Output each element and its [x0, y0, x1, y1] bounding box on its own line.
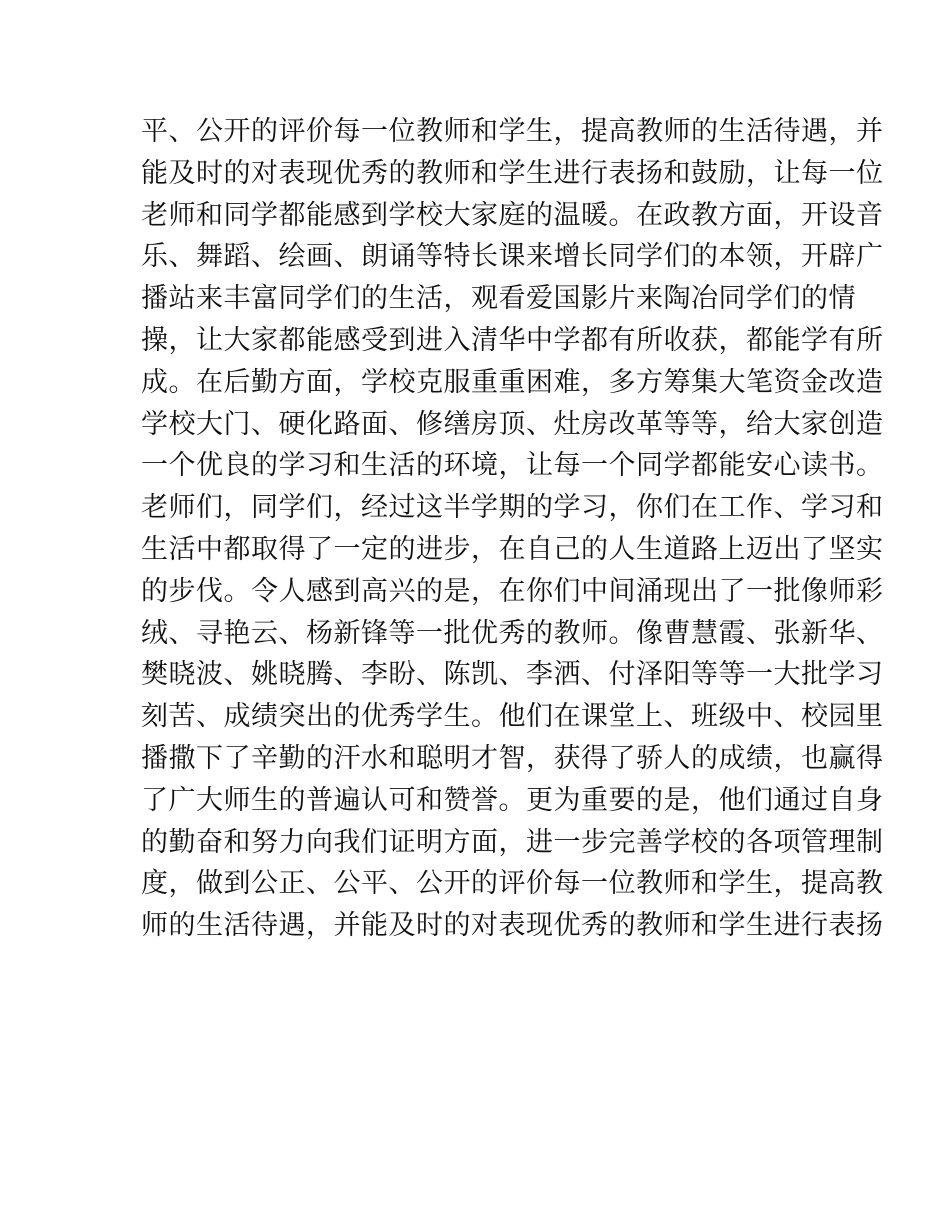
text-line: 度，做到公正、公平、公开的评价每一位教师和学生，提高教 — [141, 868, 884, 900]
text-line: 播站来丰富同学们的生活，观看爱国影片来陶冶同学们的情 — [141, 283, 856, 315]
text-line: 绒、寻艳云、杨新锋等一批优秀的教师。像曹慧霞、张新华、 — [141, 617, 884, 649]
text-line: 播撒下了辛勤的汗水和聪明才智，获得了骄人的成绩，也赢得 — [141, 742, 884, 774]
text-line: 老师和同学都能感到学校大家庭的温暖。在政教方面，开设音 — [141, 199, 884, 231]
text-line: 操，让大家都能感受到进入清华中学都有所收获，都能学有所 — [141, 324, 884, 356]
text-line: 平、公开的评价每一位教师和学生，提高教师的生活待遇，并 — [141, 116, 884, 147]
text-line: 的步伐。令人感到高兴的是，在你们中间涌现出了一批像师彩 — [141, 575, 884, 607]
text-line: 一个优良的学习和生活的环境，让每一个同学都能安心读书。 — [141, 450, 884, 482]
text-line: 樊晓波、姚晓腾、李盼、陈凯、李洒、付泽阳等等一大批学习 — [141, 659, 884, 691]
text-line: 乐、舞蹈、绘画、朗诵等特长课来增长同学们的本领，开辟广 — [141, 241, 884, 273]
text-line: 成。在后勤方面，学校克服重重困难，多方筹集大笔资金改造 — [141, 366, 884, 398]
text-line: 老师们，同学们，经过这半学期的学习，你们在工作、学习和 — [141, 492, 884, 524]
text-line: 能及时的对表现优秀的教师和学生进行表扬和鼓励，让每一位 — [141, 157, 884, 189]
text-line: 了广大师生的普遍认可和赞誉。更为重要的是，他们通过自身 — [141, 784, 884, 816]
text-line: 的勤奋和努力向我们证明方面，进一步完善学校的各项管理制 — [141, 826, 884, 858]
text-line: 生活中都取得了一定的进步，在自己的人生道路上迈出了坚实 — [141, 533, 884, 565]
body-text — [141, 111, 884, 947]
text-line: 师的生活待遇，并能及时的对表现优秀的教师和学生进行表扬 — [141, 910, 884, 942]
text-line: 学校大门、硬化路面、修缮房顶、灶房改革等等，给大家创造 — [141, 408, 884, 440]
text-line: 刻苦、成绩突出的优秀学生。他们在课堂上、班级中、校园里 — [141, 701, 884, 733]
